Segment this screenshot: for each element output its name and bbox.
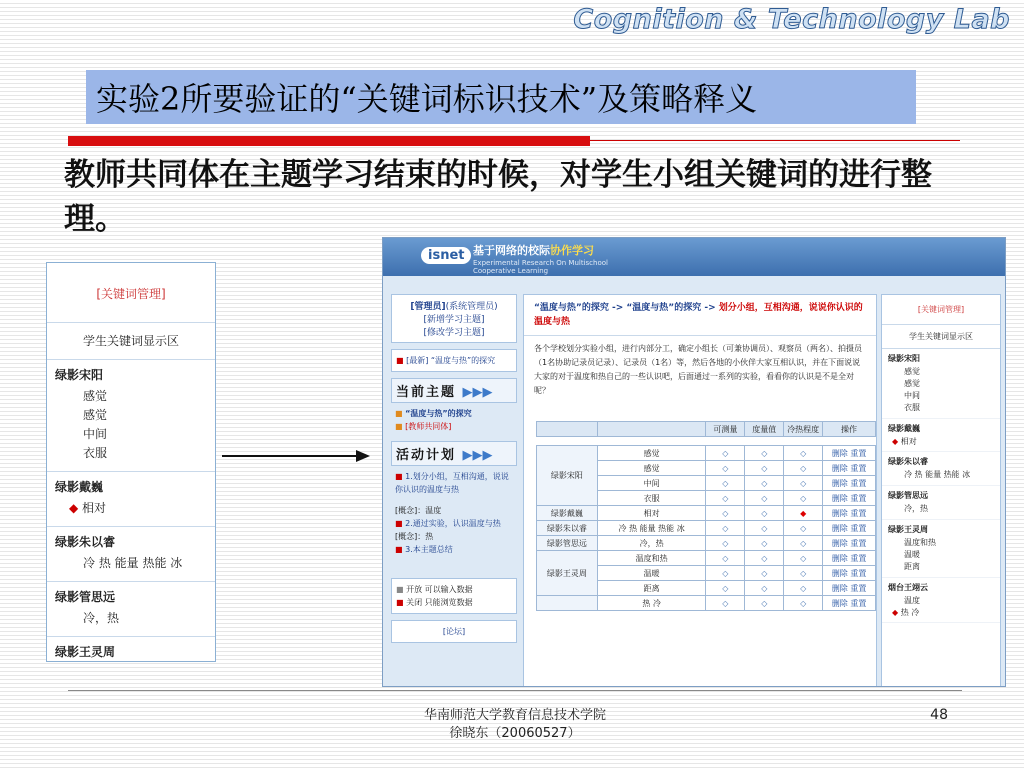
operation-cell (823, 521, 876, 536)
diamond-option-icon[interactable]: ◇ (745, 506, 784, 521)
right-keyword-group (882, 419, 1000, 452)
keyword-group-name: 绿影王灵周 (55, 645, 116, 659)
diamond-option-icon[interactable]: ◇ (745, 581, 784, 596)
keyword-item: 冷，热 (83, 611, 120, 625)
isnet-logo: isnet (421, 247, 471, 264)
right-keyword-item: 感觉 (904, 379, 920, 388)
keyword-item: 感觉 (83, 389, 108, 403)
right-keyword-group-name: 绿影朱以睿 (888, 457, 928, 466)
delete-link[interactable]: 删除 (831, 538, 848, 548)
keyword-group-name: 绿影朱以睿 (55, 535, 116, 549)
diamond-option-icon[interactable]: ◇ (706, 536, 745, 551)
keyword-cell: 热 冷 (597, 596, 706, 611)
keyword-item: 衣服 (83, 446, 108, 460)
page-number: 48 (930, 707, 948, 723)
activity-3-link[interactable]: 3.本主题总结 (405, 545, 453, 554)
diamond-option-icon[interactable]: ◇ (706, 521, 745, 536)
operation-cell (823, 461, 876, 476)
right-keyword-group-name: 绿影王灵周 (888, 525, 928, 534)
activity-plan-title: 活动计划 ▶▶▶ (391, 441, 517, 466)
diamond-option-icon[interactable]: ◇ (745, 446, 784, 461)
reset-link[interactable]: 重置 (850, 493, 867, 503)
table-row (537, 521, 876, 536)
arrow-shaft (222, 455, 362, 457)
keyword-management-link[interactable]: [关键词管理] (47, 263, 215, 323)
footer-credit: 华南师范大学教育信息技术学院 徐晓东（20060527） (423, 708, 606, 741)
website-screenshot (382, 237, 1006, 687)
diamond-option-icon[interactable]: ◇ (784, 566, 823, 581)
keyword-group (47, 360, 215, 472)
diamond-option-icon[interactable]: ◇ (706, 581, 745, 596)
reset-link[interactable]: 重置 (850, 478, 867, 488)
latest-link[interactable]: [最新] “温度与热”的探究 (406, 356, 496, 365)
diamond-icon: ◆ (892, 437, 901, 446)
site-main-column (523, 294, 877, 687)
group-name-cell: 绿影管思远 (537, 536, 598, 551)
site-left-column: [管理员](系统管理员) [新增学习主题] [修改学习主题] ■ [最新] “温度与热”的探究 当前主题 ▶▶▶ ■ “温度与热”的探究 ■ [教师共同体] 活动计划 ▶▶▶ ■ 1.划分小组，互相沟通，说说你认识的温度与热 [概念]：温度 ■ 2.通过实验，认识温度与热 [概念]：热 ■ 3.本主题总结 ■ 开放 可以输入数据 ■ 关闭 只能浏览数据 [论坛] (391, 294, 517, 684)
diamond-option-icon[interactable]: ◇ (706, 596, 745, 611)
diamond-option-icon[interactable]: ◇ (784, 491, 823, 506)
site-subtitle: Experimental Research On Multischool Cooperative Learning (473, 259, 608, 275)
group-name-cell: 绿影戴巍 (537, 506, 598, 521)
keyword-table (536, 421, 876, 611)
right-keyword-group (882, 520, 1000, 578)
table-row (537, 596, 876, 611)
diamond-option-icon[interactable]: ◇ (784, 536, 823, 551)
title-underline (590, 140, 960, 141)
keyword-cell: 感觉 (597, 446, 706, 461)
delete-link[interactable]: 删除 (831, 493, 848, 503)
admin-box: [管理员](系统管理员) [新增学习主题] [修改学习主题] (391, 294, 517, 343)
group-name-cell (537, 596, 598, 611)
keyword-cell: 温暖 (597, 566, 706, 581)
operation-cell (823, 596, 876, 611)
table-row (537, 446, 876, 461)
operation-cell (823, 506, 876, 521)
group-name-cell: 绿影宋阳 (537, 446, 598, 506)
keyword-cell: 衣服 (597, 491, 706, 506)
operation-cell (823, 446, 876, 461)
reset-link[interactable]: 重置 (850, 568, 867, 578)
lab-logo: Cognition & Technology Lab (573, 4, 1010, 35)
right-keyword-item: 温度 (904, 596, 920, 605)
diamond-option-icon[interactable]: ◇ (784, 596, 823, 611)
keyword-cell: 距离 (597, 581, 706, 596)
table-header-cell: 度量值 (745, 422, 784, 437)
diamond-option-icon[interactable]: ◇ (706, 566, 745, 581)
delete-link[interactable]: 删除 (831, 478, 848, 488)
activity-2-link[interactable]: 2.通过实验，认识温度与热 (405, 519, 501, 528)
right-keyword-group (882, 349, 1000, 419)
keyword-display-area-title: 学生关键词显示区 (47, 323, 215, 360)
right-keyword-group-name: 绿影管思远 (888, 491, 928, 500)
site-title: 基于网络的校际协作学习 (473, 244, 594, 257)
right-keyword-group-name: 绿影宋阳 (888, 354, 920, 363)
right-keyword-item: 温度和热 (904, 538, 936, 547)
right-keyword-item-marked (888, 607, 994, 618)
keyword-panel-zoom (46, 262, 216, 662)
right-keyword-item: 衣服 (904, 403, 920, 412)
keyword-text: 热 冷 (900, 608, 920, 617)
keyword-group (47, 472, 215, 527)
right-keyword-item: 冷 热 能量 热能 冰 (904, 470, 971, 479)
right-keyword-group (882, 486, 1000, 520)
delete-link[interactable]: 删除 (831, 553, 848, 563)
diamond-option-icon[interactable]: ◇ (706, 491, 745, 506)
delete-link[interactable]: 删除 (831, 583, 848, 593)
table-header-cell: 冷热程度 (784, 422, 823, 437)
table-header-row (537, 422, 876, 437)
task-description: 各个学校划分实验小组，进行内部分工，确定小组长（可兼协调员）、观察员（两名）、拍摄员（1名协助记录员记录）、记录员（1名）等，然后各地的小伙伴大家互相认识，并在下面说说大家的对于温度和热自己的一些认识吧，后面通过一系列的实验，看看你的认识是不是全对呢？ (534, 344, 862, 395)
latest-box: ■ [最新] “温度与热”的探究 (391, 349, 517, 372)
operation-cell (823, 551, 876, 566)
table-header-cell: 可测量 (706, 422, 745, 437)
diamond-icon: ◆ (69, 501, 83, 515)
diamond-option-icon[interactable]: ◇ (745, 551, 784, 566)
right-keyword-item-marked (888, 436, 994, 447)
group-name-cell: 绿影王灵周 (537, 551, 598, 596)
keyword-text: 相对 (900, 437, 917, 446)
keyword-group-name: 绿影宋阳 (55, 368, 104, 382)
current-topic-title: 当前主题 ▶▶▶ (391, 378, 517, 403)
diamond-option-icon[interactable]: ◇ (745, 521, 784, 536)
keyword-group (47, 582, 215, 637)
diamond-option-icon[interactable]: ◇ (784, 461, 823, 476)
right-keyword-management-link[interactable]: [关键词管理] (882, 295, 1000, 325)
diamond-option-icon[interactable]: ◇ (706, 551, 745, 566)
diamond-filled-icon[interactable]: ◆ (784, 506, 823, 521)
diamond-option-icon[interactable]: ◇ (784, 551, 823, 566)
breadcrumb: “温度与热”的探究 -> “温度与热”的探究 -> 划分小组，互相沟通，说说你认识的温度与热 (524, 295, 876, 336)
footer-divider (68, 690, 962, 691)
right-keyword-item: 冷，热 (904, 504, 928, 513)
forum-link[interactable]: [论坛] (391, 620, 517, 643)
legend-box: ■ 开放 可以输入数据 ■ 关闭 只能浏览数据 (391, 578, 517, 614)
keyword-group (47, 637, 215, 662)
reset-link[interactable]: 重置 (850, 538, 867, 548)
right-keyword-group (882, 578, 1000, 623)
site-right-column (881, 294, 1001, 687)
delete-link[interactable]: 删除 (831, 598, 848, 608)
diamond-option-icon[interactable]: ◇ (745, 596, 784, 611)
keyword-group-name: 绿影管思远 (55, 590, 116, 604)
diamond-icon: ◆ (892, 608, 901, 617)
operation-cell (823, 491, 876, 506)
current-topic-link[interactable]: “温度与热”的探究 (405, 409, 472, 418)
keyword-group-list (47, 360, 215, 662)
table-row (537, 506, 876, 521)
keyword-item-marked (55, 499, 215, 518)
diamond-option-icon[interactable]: ◇ (745, 476, 784, 491)
operation-cell (823, 566, 876, 581)
right-keyword-group-name: 绿影戴巍 (888, 424, 920, 433)
site-header (383, 238, 1005, 276)
diamond-option-icon[interactable]: ◇ (706, 476, 745, 491)
delete-link[interactable]: 删除 (831, 508, 848, 518)
diamond-option-icon[interactable]: ◇ (784, 446, 823, 461)
keyword-cell: 冷 热 能量 热能 冰 (597, 521, 706, 536)
slide-title: 实验2所要验证的“关键词标识技术”及策略释义 (96, 80, 758, 118)
diamond-option-icon[interactable]: ◇ (784, 521, 823, 536)
keyword-cell: 冷，热 (597, 536, 706, 551)
reset-link[interactable]: 重置 (850, 523, 867, 533)
reset-link[interactable]: 重置 (850, 508, 867, 518)
diamond-option-icon[interactable]: ◇ (784, 581, 823, 596)
keyword-cell: 感觉 (597, 461, 706, 476)
keyword-group (47, 527, 215, 582)
right-keyword-item: 中间 (904, 391, 920, 400)
right-keyword-group (882, 452, 1000, 486)
delete-link[interactable]: 删除 (831, 523, 848, 533)
add-topic-link[interactable]: [新增学习主题] (423, 315, 485, 325)
keyword-item: 感觉 (83, 408, 108, 422)
right-keyword-display-title: 学生关键词显示区 (882, 325, 1000, 349)
diamond-option-icon[interactable]: ◇ (706, 446, 745, 461)
delete-link[interactable]: 删除 (831, 448, 848, 458)
operation-cell (823, 536, 876, 551)
table-header-cell: 操作 (823, 422, 876, 437)
arrow-head-icon (356, 450, 370, 462)
keyword-group-name: 绿影戴巍 (55, 480, 104, 494)
reset-link[interactable]: 重置 (850, 598, 867, 608)
diamond-option-icon[interactable]: ◇ (784, 476, 823, 491)
keyword-cell: 温度和热 (597, 551, 706, 566)
diamond-option-icon[interactable]: ◇ (745, 461, 784, 476)
right-keyword-item: 感觉 (904, 367, 920, 376)
slide-body-text: 教师共同体在主题学习结束的时候，对学生小组关键词的进行整理。 (64, 157, 932, 237)
diamond-option-icon[interactable]: ◇ (745, 491, 784, 506)
teacher-community-link[interactable]: [教师共同体] (405, 422, 452, 431)
keyword-item: 中间 (83, 427, 108, 441)
group-name-cell: 绿影朱以睿 (537, 521, 598, 536)
table-row (537, 536, 876, 551)
keyword-cell: 中间 (597, 476, 706, 491)
table-header-cell (597, 422, 706, 437)
keyword-item: 冷 热 能量 热能 冰 (83, 556, 183, 570)
keyword-text: 相对 (82, 501, 107, 515)
table-spacer-cell (537, 437, 876, 446)
right-keyword-group-name: 烟台王翊云 (888, 583, 928, 592)
delete-link[interactable]: 删除 (831, 463, 848, 473)
right-keyword-item: 温暖 (904, 550, 920, 559)
right-keyword-item: 距离 (904, 562, 920, 571)
reset-link[interactable]: 重置 (850, 553, 867, 563)
diamond-option-icon[interactable]: ◇ (745, 536, 784, 551)
delete-link[interactable]: 删除 (831, 568, 848, 578)
diamond-option-icon[interactable]: ◇ (745, 566, 784, 581)
operation-cell (823, 476, 876, 491)
activity-1-link[interactable]: 1.划分小组，互相沟通，说说你认识的温度与热 (395, 472, 509, 494)
diamond-option-icon[interactable]: ◇ (706, 461, 745, 476)
edit-topic-link[interactable]: [修改学习主题] (423, 328, 485, 338)
table-spacer-row (537, 437, 876, 446)
diamond-option-icon[interactable]: ◇ (706, 506, 745, 521)
reset-link[interactable]: 重置 (850, 463, 867, 473)
reset-link[interactable]: 重置 (850, 583, 867, 593)
operation-cell (823, 581, 876, 596)
reset-link[interactable]: 重置 (850, 448, 867, 458)
keyword-cell: 相对 (597, 506, 706, 521)
table-row (537, 551, 876, 566)
title-red-bar (68, 136, 590, 146)
table-header-cell (537, 422, 598, 437)
